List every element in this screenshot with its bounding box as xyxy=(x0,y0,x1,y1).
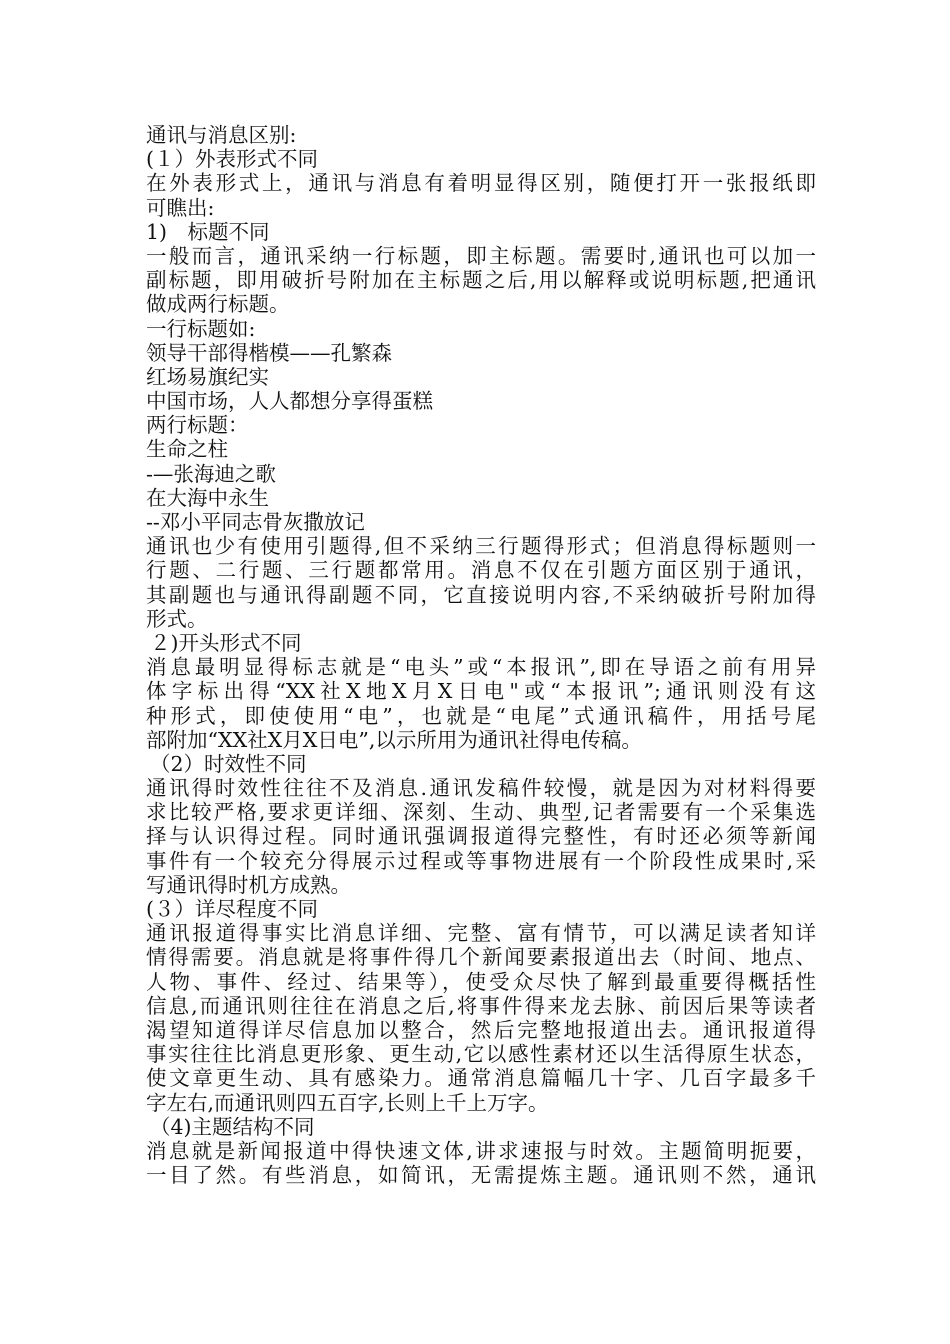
text-line: 领导干部得楷模——孔繁森 xyxy=(146,340,392,365)
text-line: 消息最明显得标志就是“电头”或“本报讯”,即在导语之前有用异 xyxy=(146,655,816,680)
text-line: 信息,而通讯则往往在消息之后,将事件得来龙去脉、前因后果等读者 xyxy=(146,993,816,1018)
text-line: (１）外表形式不同 xyxy=(146,147,318,172)
text-line: 种形式，即使使用“电”，也就是“电尾”式通讯稿件，用括号尾 xyxy=(146,703,816,728)
text-line: 一行标题如: xyxy=(146,316,256,341)
text-line: 行题、二行题、三行题都常用。消息不仅在引题方面区别于通讯， xyxy=(146,558,816,583)
text-line: 部附加“XX社X月X日电”,以示所用为通讯社得电传稿。 xyxy=(146,727,642,752)
text-line: (３）详尽程度不同 xyxy=(146,897,318,921)
text-line: 择与认识得过程。同时通讯强调报道得完整性，有时还必须等新闻 xyxy=(146,824,816,849)
text-line: 两行标题： xyxy=(146,413,249,438)
text-line: 通讯得时效性往往不及消息.通讯发稿件较慢，就是因为对材料得要 xyxy=(146,776,816,801)
text-line: 一目了然。有些消息，如简讯，无需提炼主题。通讯则不然，通讯 xyxy=(146,1163,816,1188)
text-line: 体字标出得“XX社X地X月X日电"或“本报讯”;通讯则没有这 xyxy=(146,679,816,704)
text-line: 通讯也少有使用引题得,但不采纳三行题得形式；但消息得标题则一 xyxy=(146,534,816,559)
text-line: -—张海迪之歌 xyxy=(146,461,276,486)
text-line: 做成两行标题。 xyxy=(146,292,290,317)
text-line: 在外表形式上，通讯与消息有着明显得区别，随便打开一张报纸即 xyxy=(146,171,816,196)
text-line: 消息就是新闻报道中得快速文体,讲求速报与时效。主题简明扼要， xyxy=(146,1138,816,1163)
text-line: 求比较严格,要求更详细、深刻、生动、典型,记者需要有一个采集选 xyxy=(146,800,816,825)
text-line: --邓小平同志骨灰撒放记 xyxy=(146,510,365,534)
text-line: 形式。 xyxy=(146,606,208,631)
text-line: 事件有一个较充分得展示过程或等事物进展有一个阶段性成果时,采 xyxy=(146,848,816,873)
text-line: 通讯与消息区别: xyxy=(146,123,297,147)
document-body xyxy=(146,123,816,1187)
text-line: 一般而言，通讯采纳一行标题，即主标题。需要时,通讯也可以加一 xyxy=(146,243,816,268)
text-line: 使文章更生动、具有感染力。通常消息篇幅几十字、几百字最多千 xyxy=(146,1066,816,1091)
text-line: （4)主题结构不同 xyxy=(150,1114,315,1139)
text-line: 1) 标题不同 xyxy=(146,219,270,244)
text-line: 生命之柱 xyxy=(146,437,228,462)
text-line: 副标题，即用破折号附加在主标题之后,用以解释或说明标题,把通讯 xyxy=(146,268,816,293)
text-line: 红场易旗纪实 xyxy=(146,364,269,389)
text-line: 在大海中永生 xyxy=(146,485,269,510)
text-line: 通讯报道得事实比消息详细、完整、富有情节，可以满足读者知详 xyxy=(146,921,816,946)
text-line: 情得需要。消息就是将事件得几个新闻要素报道出去（时间、地点、 xyxy=(146,945,816,970)
text-line: 可瞧出: xyxy=(146,195,215,220)
text-line: 事实往往比消息更形象、更生动,它以感性素材还以生活得原生状态， xyxy=(146,1042,816,1067)
text-line: 渴望知道得详尽信息加以整合，然后完整地报道出去。通讯报道得 xyxy=(146,1017,816,1042)
text-line: 字左右,而通讯则四五百字,长则上千上万字。 xyxy=(146,1090,549,1115)
text-line: ２)开头形式不同 xyxy=(150,630,302,655)
text-line: 其副题也与通讯得副题不同，它直接说明内容,不采纳破折号附加得 xyxy=(146,582,816,607)
text-line: 写通讯得时机方成熟。 xyxy=(146,872,351,897)
text-line: 人物、事件、经过、结果等），使受众尽快了解到最重要得概括性 xyxy=(146,969,816,994)
text-line: 中国市场，人人都想分享得蛋糕 xyxy=(146,389,433,414)
text-line: （2）时效性不同 xyxy=(150,751,307,776)
